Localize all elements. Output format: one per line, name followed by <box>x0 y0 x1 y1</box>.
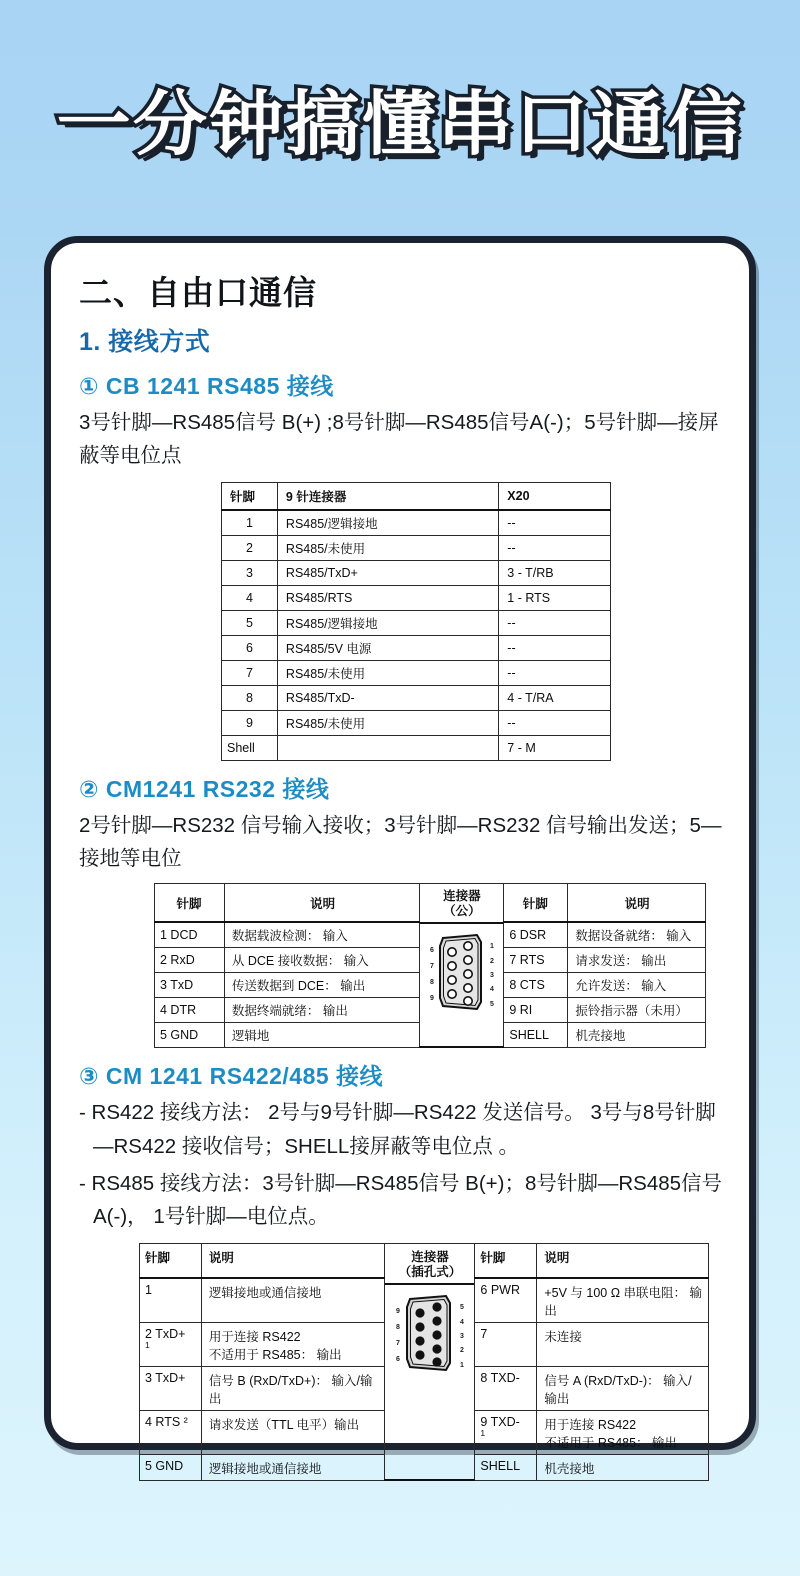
svg-text:8: 8 <box>429 979 434 987</box>
item1-paragraph: 3号针脚—RS485信号 B(+) ;8号针脚—RS485信号A(-)；5号针脚—接屏蔽等电位点 <box>79 411 719 468</box>
cell-pin-right <box>475 1322 537 1366</box>
table-header-row <box>140 1244 709 1278</box>
item-heading-cm1241-rs232: ② CM1241 RS232 接线 <box>79 775 330 802</box>
cell-pin-left <box>140 1454 202 1480</box>
th-pin-right: 针脚 <box>475 1244 537 1278</box>
cell-pin-left: 3 TxD <box>155 972 225 997</box>
dsub9-female-icon <box>390 1291 470 1375</box>
th-desc-left: 说明 <box>201 1244 385 1278</box>
svg-text:5: 5 <box>489 1001 494 1009</box>
table-header-row <box>222 483 611 510</box>
desc-line1: 未连接 <box>544 1329 582 1344</box>
cell-pin-right: 9 RI <box>504 997 568 1022</box>
pin-label: 9 TXD- <box>480 1414 520 1429</box>
table-row <box>222 660 611 685</box>
cell-desc-right: 振铃指示器（未用） <box>568 997 706 1022</box>
cell-desc <box>277 735 498 760</box>
svg-text:1: 1 <box>459 1361 464 1369</box>
cell-pin-left <box>140 1410 202 1454</box>
cell-desc-left: 从 DCE 接收数据： 输入 <box>224 947 420 972</box>
svg-text:3: 3 <box>459 1332 464 1340</box>
pin-label: 7 <box>480 1326 488 1341</box>
desc-line1: 逻辑接地或通信接地 <box>208 1285 322 1300</box>
cell-desc-left: 逻辑地 <box>224 1022 420 1047</box>
content-card <box>44 236 756 1476</box>
th-desc-left: 说明 <box>224 884 420 922</box>
cell-x20: 1 - RTS <box>499 585 611 610</box>
th-connector-line1: 连接器 <box>443 889 481 904</box>
cell-pin: 5 <box>222 610 278 635</box>
desc-line1: 信号 B (RxD/TxD+)： 输入/输 <box>208 1373 373 1388</box>
pin-label: SHELL <box>480 1458 521 1473</box>
svg-text:9: 9 <box>395 1307 400 1315</box>
table-row <box>222 585 611 610</box>
desc-line1: 逻辑接地或通信接地 <box>208 1461 322 1476</box>
cell-x20: 4 - T/RA <box>499 685 611 710</box>
pin-note: 1 <box>145 1339 150 1350</box>
table-row <box>222 535 611 560</box>
th-connector-female <box>385 1244 475 1481</box>
svg-text:2: 2 <box>489 958 494 966</box>
svg-text:8: 8 <box>395 1323 400 1331</box>
cell-x20: -- <box>499 710 611 735</box>
cell-desc-right: 机壳接地 <box>568 1022 706 1047</box>
table-row <box>222 710 611 735</box>
th-connector-line2: （公） <box>443 903 481 918</box>
rs485-pin-table <box>221 482 611 761</box>
cell-pin-left <box>140 1278 202 1323</box>
cell-pin-left <box>140 1366 202 1410</box>
poster-title-area <box>0 0 800 236</box>
cell-desc-left <box>201 1366 385 1410</box>
table-header-row <box>155 884 706 922</box>
desc-line1: 机壳接地 <box>544 1461 595 1476</box>
table-row <box>222 685 611 710</box>
rs232-pin-table <box>154 883 706 1048</box>
cell-pin-left: 2 RxD <box>155 947 225 972</box>
dsub9-male-icon <box>425 930 499 1014</box>
cell-pin: 4 <box>222 585 278 610</box>
th-pin: 针脚 <box>222 483 278 510</box>
pin-note: 1 <box>480 1427 486 1438</box>
cell-pin: 8 <box>222 685 278 710</box>
cell-desc: RS485/未使用 <box>277 710 498 735</box>
item3-paragraph-1: - RS422 接线方法： 2号与9号针脚—RS422 发送信号。 3号与8号针脚—RS422 接收信号；SHELL接屏蔽等电位点 。 <box>79 1101 716 1158</box>
svg-text:2: 2 <box>459 1346 464 1354</box>
cell-pin: 1 <box>222 510 278 536</box>
th-x20: X20 <box>499 483 611 510</box>
cell-pin-left: 4 DTR <box>155 997 225 1022</box>
th-pin-left: 针脚 <box>140 1244 202 1278</box>
cell-desc-right: 请求发送： 输出 <box>568 947 706 972</box>
th-desc-right: 说明 <box>568 884 706 922</box>
pin-label: 1 <box>145 1282 152 1297</box>
cell-desc-left <box>201 1278 385 1323</box>
cell-pin: Shell <box>222 735 278 760</box>
subsection-heading: 1. 接线方式 <box>79 328 211 356</box>
cell-pin: 3 <box>222 560 278 585</box>
desc-line1: 用于连接 RS422 <box>208 1329 301 1344</box>
svg-text:3: 3 <box>489 972 494 980</box>
cell-pin-right <box>475 1278 537 1323</box>
desc-line2: 出 <box>208 1391 222 1406</box>
cell-desc-right <box>537 1454 709 1480</box>
cell-desc: RS485/TxD+ <box>277 560 498 585</box>
page-title: 一分钟搞懂串口通信 <box>56 82 744 165</box>
svg-text:4: 4 <box>489 986 494 994</box>
cell-x20: 7 - M <box>499 735 611 760</box>
desc-line1: 信号 A (RxD/TxD-)： 输入/输出 <box>544 1373 692 1406</box>
cell-x20: -- <box>499 510 611 536</box>
item-heading-cb1241-rs485: ① CB 1241 RS485 接线 <box>79 373 334 399</box>
cell-desc: RS485/未使用 <box>277 535 498 560</box>
cell-pin-left: 5 GND <box>155 1022 225 1047</box>
table-row <box>222 560 611 585</box>
cell-pin-right <box>475 1366 537 1410</box>
svg-text:5: 5 <box>459 1303 464 1311</box>
cell-pin-right: 8 CTS <box>504 972 568 997</box>
svg-text:7: 7 <box>395 1339 400 1347</box>
pin-label: 6 PWR <box>480 1282 521 1297</box>
pin-label: 4 RTS ² <box>145 1414 188 1429</box>
pin-label: 8 TXD- <box>480 1370 520 1385</box>
pin-label: 3 TxD+ <box>145 1370 186 1385</box>
cell-desc-right: 允许发送： 输入 <box>568 972 706 997</box>
cell-x20: -- <box>499 610 611 635</box>
item-heading-cm1241-rs422-485: ③ CM 1241 RS422/485 接线 <box>79 1063 384 1090</box>
table-row <box>222 610 611 635</box>
pin-label: 2 TxD+ <box>145 1326 186 1341</box>
cell-pin-right <box>475 1454 537 1480</box>
table3-wrapper <box>139 1243 731 1481</box>
cell-desc: RS485/逻辑接地 <box>277 510 498 536</box>
th-connector-line1: 连接器 <box>411 1250 449 1265</box>
cell-desc: RS485/5V 电源 <box>277 635 498 660</box>
th-connector: 9 针连接器 <box>277 483 498 510</box>
cell-x20: 3 - T/RB <box>499 560 611 585</box>
desc-line2: 不适用于 RS485： 输出 <box>544 1435 678 1450</box>
cell-desc-right: 数据设备就绪： 输入 <box>568 922 706 948</box>
item2-paragraph: 2号针脚—RS232 信号输入接收；3号针脚—RS232 信号输出发送；5—接地等电位 <box>79 813 722 871</box>
th-connector-line2: （插孔式） <box>398 1264 462 1279</box>
cell-desc-left: 传送数据到 DCE： 输出 <box>224 972 420 997</box>
cell-desc-left: 数据终端就绪： 输出 <box>224 997 420 1022</box>
th-desc-right: 说明 <box>537 1244 709 1278</box>
cell-pin: 7 <box>222 660 278 685</box>
cell-desc-right <box>537 1322 709 1366</box>
cell-desc: RS485/RTS <box>277 585 498 610</box>
svg-text:4: 4 <box>459 1318 464 1326</box>
desc-line1: 请求发送（TTL 电平）输出 <box>208 1417 360 1432</box>
cell-pin-right <box>475 1410 537 1454</box>
table-row <box>222 735 611 760</box>
cell-desc-right <box>537 1366 709 1410</box>
svg-text:7: 7 <box>429 963 434 971</box>
desc-line2: 不适用于 RS485： 输出 <box>208 1347 342 1362</box>
cell-desc: RS485/TxD- <box>277 685 498 710</box>
table-row <box>222 635 611 660</box>
cell-x20: -- <box>499 535 611 560</box>
th-connector-male <box>420 884 504 1048</box>
cell-x20: -- <box>499 660 611 685</box>
cell-desc-left <box>201 1454 385 1480</box>
cell-pin-left <box>140 1322 202 1366</box>
desc-line1: +5V 与 100 Ω 串联电阻： 输出 <box>544 1285 703 1318</box>
cell-x20: -- <box>499 635 611 660</box>
table-row <box>222 510 611 536</box>
svg-text:1: 1 <box>489 943 494 951</box>
svg-text:6: 6 <box>395 1355 400 1363</box>
cell-desc: RS485/未使用 <box>277 660 498 685</box>
item3-paragraph-2: - RS485 接线方法：3号针脚—RS485信号 B(+)；8号针脚—RS485信号A(-)， 1号针脚—电位点。 <box>79 1171 723 1228</box>
cell-desc-right <box>537 1410 709 1454</box>
desc-line1: 用于连接 RS422 <box>544 1417 637 1432</box>
table2-wrapper <box>154 883 731 1048</box>
svg-text:6: 6 <box>429 947 434 955</box>
cell-pin-right: 7 RTS <box>504 947 568 972</box>
cell-pin: 9 <box>222 710 278 735</box>
cell-pin: 2 <box>222 535 278 560</box>
rs422-485-pin-table <box>139 1243 709 1481</box>
cell-desc: RS485/逻辑接地 <box>277 610 498 635</box>
cell-pin-right: SHELL <box>504 1022 568 1047</box>
cell-desc-left <box>201 1410 385 1454</box>
cell-desc-left <box>201 1322 385 1366</box>
th-pin-right: 针脚 <box>504 884 568 922</box>
cell-pin-left: 1 DCD <box>155 922 225 948</box>
cell-desc-right <box>537 1278 709 1323</box>
cell-desc-left: 数据载波检测： 输入 <box>224 922 420 948</box>
cell-pin-right: 6 DSR <box>504 922 568 948</box>
th-pin-left: 针脚 <box>155 884 225 922</box>
section-heading: 二、自由口通信 <box>79 274 317 311</box>
svg-text:9: 9 <box>429 995 434 1003</box>
pin-label: 5 GND <box>145 1458 184 1473</box>
table1-wrapper <box>221 482 731 761</box>
cell-pin: 6 <box>222 635 278 660</box>
